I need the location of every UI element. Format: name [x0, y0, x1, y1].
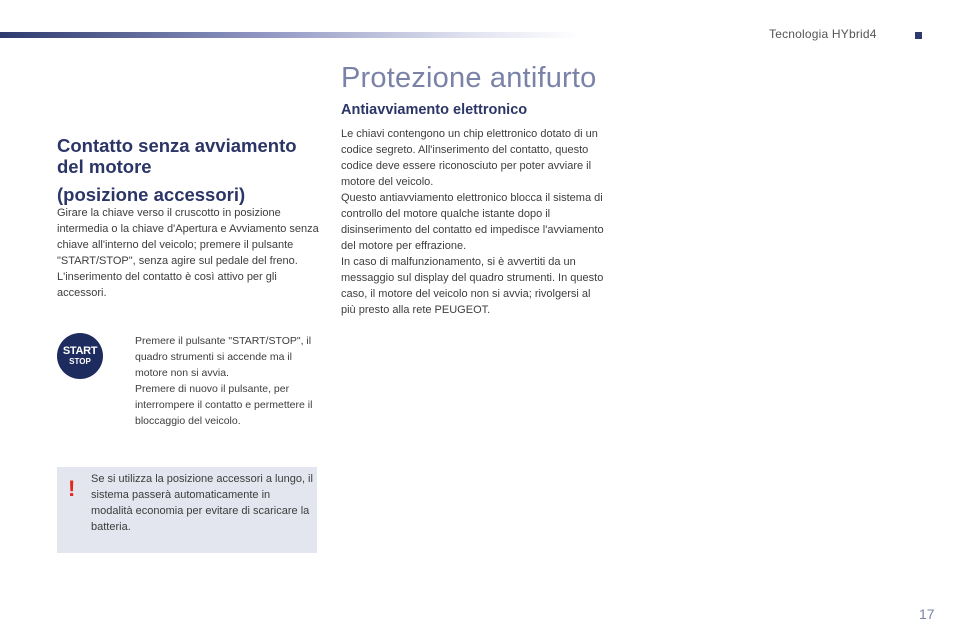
section-title: [57, 135, 327, 205]
warning-text: Se si utilizza la posizione accessori a lungo, il sistema passerà automaticamente in modalità economia per evitare di scaricare la batteria.: [91, 473, 313, 533]
page-title: Protezione antifurto: [341, 62, 597, 94]
list-item: [118, 333, 323, 381]
stop-label: STOP: [69, 357, 91, 366]
list-item-text: Premere di nuovo il pulsante, per interrompere il contatto e permettere il bloccaggio del veicolo.: [135, 383, 313, 427]
intro-paragraph: Girare la chiave verso il cruscotto in posizione intermedia o la chiave d'Apertura e Avviamento senza chiave all'interno del veicolo; premere il pulsante "START/STOP", senza agire sul pedale del freno. L'inserimento del contatto è così attivo per gli accessori.: [57, 207, 319, 299]
header-gradient-bar: [0, 32, 580, 38]
chapter-title: Tecnologia HYbrid4: [769, 27, 877, 41]
list-item-text: Premere il pulsante "START/STOP", il quadro strumenti si accende ma il motore non si avvia.: [135, 335, 312, 379]
start-label: START: [62, 345, 98, 357]
immobiliser-text: [341, 126, 606, 318]
paragraph: Questo antiavviamento elettronico blocca il sistema di controllo del motore qualche istante dopo il disinserimento del contatto ed impedisce l'avviamento del motore per effrazione.: [341, 192, 604, 252]
chapter-marker: [915, 32, 922, 39]
instruction-list: [118, 333, 323, 429]
page-number: 17: [919, 606, 935, 622]
list-item: [118, 381, 323, 429]
section-title-sub: (posizione accessori): [57, 184, 246, 205]
paragraph: Le chiavi contengono un chip elettronico dotato di un codice segreto. All'inserimento del contatto, questo codice deve essere riconosciuto per poter avviare il motore del veicolo.: [341, 128, 598, 188]
start-stop-button-icon: [57, 333, 103, 379]
paragraph: In caso di malfunzionamento, si è avvertiti da un messaggio sul display del quadro strumenti. In questo caso, il motore del veicolo non si avvia; rivolgersi al più presto alla rete PEUGEOT.: [341, 256, 604, 316]
section-title-main: Contatto senza avviamento del motore: [57, 135, 297, 177]
subsection-title: Antiavviamento elettronico: [341, 102, 528, 118]
warning-exclamation-icon: !: [68, 476, 76, 501]
